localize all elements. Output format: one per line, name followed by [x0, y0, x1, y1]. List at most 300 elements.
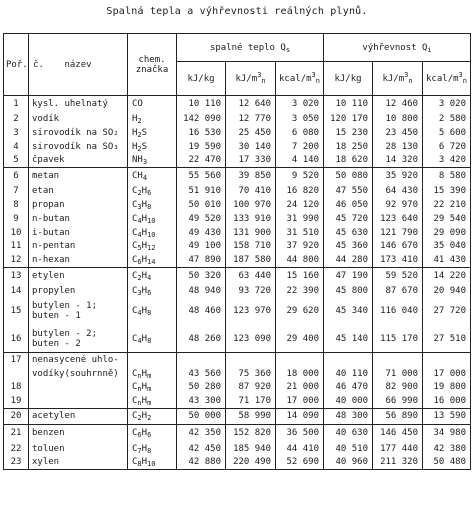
row-value: 39 850	[226, 167, 276, 184]
table-row	[4, 442, 471, 456]
table-row	[4, 167, 471, 184]
row-name	[29, 239, 128, 253]
unit-sup: 3	[311, 70, 316, 79]
formula-part: S	[141, 141, 148, 152]
row-index	[4, 455, 29, 469]
row-index-text: 5	[13, 155, 19, 166]
row-value: 47 550	[324, 184, 373, 198]
formula-part: H	[132, 141, 138, 152]
row-index-text: 7	[13, 186, 19, 197]
row-value: 44 280	[324, 253, 373, 267]
row-index-text: 22	[10, 443, 22, 454]
row-value	[226, 353, 276, 367]
row-value	[423, 353, 471, 367]
row-index-text: 15	[10, 306, 22, 317]
formula-subscript: 8	[147, 336, 152, 345]
unit-sub: n	[462, 76, 467, 85]
row-value: 152 820	[226, 425, 276, 442]
row-value: 48 260	[177, 325, 226, 353]
formula-subscript: 10	[147, 230, 156, 239]
row-index: 17	[4, 353, 29, 367]
row-value: 42 880	[177, 455, 226, 469]
formula-part: C	[132, 443, 138, 454]
table-row	[4, 184, 471, 198]
formula-part: C	[132, 395, 138, 406]
unit-sub: n	[408, 76, 413, 85]
row-value: 49 100	[177, 239, 226, 253]
row-value	[276, 353, 324, 367]
formula-part: C	[132, 382, 138, 393]
header-unit	[276, 62, 324, 96]
row-value: 31 990	[276, 212, 324, 226]
row-value: 3 050	[276, 112, 324, 126]
formula-part: C	[132, 186, 138, 197]
formula-part: C	[132, 285, 138, 296]
row-formula	[128, 394, 177, 408]
formula-subscript: 8	[147, 446, 152, 455]
formula-part: H	[141, 213, 148, 224]
row-value: 16 530	[177, 126, 226, 140]
row-value: 50 480	[423, 455, 471, 469]
row-formula	[128, 353, 177, 367]
formula-part: H	[141, 227, 148, 238]
row-index: 19	[4, 394, 29, 408]
header-spalne-sub: s	[285, 45, 291, 54]
row-value: 35 040	[423, 239, 471, 253]
table-row	[4, 267, 471, 284]
header-unit	[423, 62, 471, 96]
table-row	[4, 353, 471, 367]
formula-subscript: 3	[137, 202, 142, 211]
formula-part: H	[141, 395, 148, 406]
row-value: 14 220	[423, 267, 471, 284]
row-value: 47 190	[324, 267, 373, 284]
row-name-text: buten - 2	[32, 338, 81, 349]
row-name-text: n-butan	[32, 213, 70, 224]
row-name-text: toluen	[32, 443, 65, 454]
row-value	[373, 353, 423, 367]
row-value: 50 320	[177, 267, 226, 284]
row-formula	[128, 112, 177, 126]
row-value: 40 960	[324, 455, 373, 469]
formula-part: H	[141, 199, 148, 210]
table-row	[4, 380, 471, 394]
unit-text: kJ/m	[235, 73, 258, 84]
formula-part: CH	[132, 171, 143, 182]
row-value: 21 000	[276, 380, 324, 394]
table-row	[4, 112, 471, 126]
formula-subscript: 2	[137, 144, 142, 153]
formula-subscript: 8	[147, 309, 152, 318]
unit-sup: 3	[257, 70, 262, 79]
row-name-text: propylen	[32, 285, 76, 296]
row-value: 177 440	[373, 442, 423, 456]
formula-part: C	[132, 227, 138, 238]
row-value: 64 430	[373, 184, 423, 198]
row-value: 31 510	[276, 226, 324, 240]
formula-part: C	[132, 368, 138, 379]
row-value: 45 140	[324, 325, 373, 353]
row-value: 35 920	[373, 167, 423, 184]
row-value: 158 710	[226, 239, 276, 253]
table-row	[4, 96, 471, 113]
row-index	[4, 184, 29, 198]
formula-part: C	[132, 306, 138, 317]
row-value: 8 580	[423, 167, 471, 184]
row-index-text: 16	[10, 333, 22, 344]
row-value: 3 020	[423, 96, 471, 113]
row-index-text: 6	[13, 171, 19, 182]
formula-subscript: 4	[137, 216, 142, 225]
row-value: 71 000	[373, 367, 423, 381]
row-formula	[128, 167, 177, 184]
row-name-text: čpavek	[32, 155, 65, 166]
row-index	[4, 367, 29, 381]
row-value: 71 170	[226, 394, 276, 408]
formula-subscript: 3	[137, 288, 142, 297]
row-value: 87 670	[373, 284, 423, 298]
row-value: 10 800	[373, 112, 423, 126]
row-name	[29, 425, 128, 442]
row-value: 2 580	[423, 112, 471, 126]
formula-subscript: m	[147, 398, 152, 407]
row-value: 59 520	[373, 267, 423, 284]
row-value: 42 350	[177, 425, 226, 442]
row-name	[29, 253, 128, 267]
row-value: 173 410	[373, 253, 423, 267]
formula-subscript: 4	[137, 230, 142, 239]
row-value: 146 670	[373, 239, 423, 253]
row-name	[29, 112, 128, 126]
table-row	[4, 226, 471, 240]
row-value: 142 090	[177, 112, 226, 126]
row-name-text: butylen - 2;	[32, 328, 98, 339]
formula-part: H	[141, 270, 148, 281]
table-row	[4, 455, 471, 469]
formula-subscript: 4	[137, 309, 142, 318]
row-formula	[128, 140, 177, 154]
row-index	[4, 226, 29, 240]
row-index-text: 12	[10, 254, 22, 265]
row-index-text: 11	[10, 241, 22, 252]
row-value: 146 450	[373, 425, 423, 442]
table-row	[4, 325, 471, 353]
row-index	[4, 425, 29, 442]
row-value: 50 000	[177, 408, 226, 425]
row-index	[4, 126, 29, 140]
row-index	[4, 154, 29, 168]
row-value: 93 720	[226, 284, 276, 298]
row-value: 6 080	[276, 126, 324, 140]
row-value: 18 000	[276, 367, 324, 381]
row-name-text: etan	[32, 186, 54, 197]
formula-subscript: 4	[142, 174, 148, 183]
row-index-text: 2	[13, 114, 19, 125]
formula-part: H	[132, 127, 138, 138]
formula-part: S	[141, 127, 148, 138]
table-row	[4, 298, 471, 326]
formula-part: H	[141, 457, 148, 468]
formula-part: H	[141, 428, 148, 439]
formula-subscript: 6	[137, 257, 142, 266]
row-value: 185 940	[226, 442, 276, 456]
row-value: 14 320	[373, 154, 423, 168]
gas-heat-table	[3, 33, 471, 470]
row-value: 42 380	[423, 442, 471, 456]
row-value: 10 110	[177, 96, 226, 113]
row-name	[29, 198, 128, 212]
row-name-text: etylen	[32, 270, 65, 281]
header-formula	[128, 34, 177, 96]
formula-part: H	[141, 368, 148, 379]
row-name-text: buten - 1	[32, 311, 81, 322]
formula-subscript: 8	[147, 202, 152, 211]
row-value: 49 520	[177, 212, 226, 226]
table-row	[4, 239, 471, 253]
table-row	[4, 284, 471, 298]
row-value	[324, 353, 373, 367]
row-value: 19 800	[423, 380, 471, 394]
row-value: 22 390	[276, 284, 324, 298]
header-name-label: název	[64, 59, 92, 70]
row-formula	[128, 96, 177, 113]
formula-part: H	[141, 333, 148, 344]
table-title: Spalná tepla a výhřevnosti reálných plynů.	[106, 6, 368, 17]
row-value: 20 940	[423, 284, 471, 298]
table-row	[4, 212, 471, 226]
row-index	[4, 253, 29, 267]
row-value: 5 600	[423, 126, 471, 140]
formula-subscript: 2	[137, 117, 142, 126]
row-value: 50 280	[177, 380, 226, 394]
formula-part: C	[132, 411, 138, 422]
row-name	[29, 455, 128, 469]
row-formula	[128, 425, 177, 442]
row-name	[29, 298, 128, 326]
row-index	[4, 112, 29, 126]
row-name	[29, 126, 128, 140]
unit-sub: n	[261, 76, 266, 85]
row-index-text: 23	[10, 457, 22, 468]
row-name	[29, 140, 128, 154]
row-value: 48 300	[324, 408, 373, 425]
row-value: 49 430	[177, 226, 226, 240]
row-formula	[128, 284, 177, 298]
row-index	[4, 442, 29, 456]
formula-subscript: 8	[137, 460, 142, 469]
row-value: 46 470	[324, 380, 373, 394]
row-index-text: 10	[10, 227, 22, 238]
row-name	[29, 380, 128, 394]
row-value: 70 410	[226, 184, 276, 198]
row-value: 40 000	[324, 394, 373, 408]
row-name-text: xylen	[32, 457, 60, 468]
row-value: 75 360	[226, 367, 276, 381]
header-spalne-label: spalné teplo Q	[209, 42, 286, 53]
unit-sub: n	[315, 76, 320, 85]
row-formula	[128, 198, 177, 212]
row-index-text: 9	[13, 213, 19, 224]
row-value: 17 000	[276, 394, 324, 408]
row-index	[4, 140, 29, 154]
row-formula	[128, 367, 177, 381]
formula-part: C	[132, 333, 138, 344]
header-spalne	[177, 34, 324, 62]
row-value: 211 320	[373, 455, 423, 469]
header-index	[4, 34, 44, 96]
row-formula	[128, 298, 177, 326]
unit-text: kJ/kg	[187, 73, 215, 84]
row-value: 44 800	[276, 253, 324, 267]
row-name	[29, 212, 128, 226]
formula-subscript: 10	[147, 460, 156, 469]
row-value: 25 450	[226, 126, 276, 140]
row-value: 45 800	[324, 284, 373, 298]
row-name-text: propan	[32, 199, 65, 210]
row-value: 27 720	[423, 298, 471, 326]
row-value: 12 640	[226, 96, 276, 113]
table-row	[4, 394, 471, 408]
row-name-text: benzen	[32, 428, 65, 439]
row-name-text: n-pentan	[32, 241, 76, 252]
row-name-text: n-hexan	[32, 254, 70, 265]
formula-subscript: 7	[137, 446, 142, 455]
row-value: 10 110	[324, 96, 373, 113]
formula-part: C	[132, 457, 138, 468]
row-value: 3 020	[276, 96, 324, 113]
row-name	[29, 284, 128, 298]
row-value: 51 910	[177, 184, 226, 198]
formula-part: H	[141, 285, 148, 296]
row-value: 40 110	[324, 367, 373, 381]
row-formula	[128, 455, 177, 469]
unit-text: kcal/m	[279, 73, 312, 84]
row-value: 87 920	[226, 380, 276, 394]
row-value: 44 410	[276, 442, 324, 456]
row-value: 187 580	[226, 253, 276, 267]
row-value: 18 250	[324, 140, 373, 154]
row-formula	[128, 226, 177, 240]
row-formula	[128, 212, 177, 226]
formula-subscript: 2	[137, 189, 142, 198]
row-value: 27 510	[423, 325, 471, 353]
header-vyhrevnost	[324, 34, 471, 62]
row-index	[4, 239, 29, 253]
formula-subscript: 4	[137, 336, 142, 345]
header-unit	[324, 62, 373, 96]
row-value: 40 510	[324, 442, 373, 456]
table-row	[4, 154, 471, 168]
formula-part: H	[141, 241, 148, 252]
row-value: 9 520	[276, 167, 324, 184]
formula-subscript: 10	[147, 216, 156, 225]
row-index	[4, 96, 29, 113]
header-unit	[177, 62, 226, 96]
row-value: 45 360	[324, 239, 373, 253]
row-value: 22 210	[423, 198, 471, 212]
table-row	[4, 367, 471, 381]
formula-subscript: 12	[147, 244, 156, 253]
row-name	[29, 408, 128, 425]
row-index: 18	[4, 380, 29, 394]
unit-text: kJ/m	[382, 73, 405, 84]
row-value: 34 980	[423, 425, 471, 442]
row-value: 131 900	[226, 226, 276, 240]
formula-part: H	[132, 114, 138, 125]
row-index-text: 4	[13, 141, 19, 152]
table-row	[4, 408, 471, 425]
table-row	[4, 425, 471, 442]
row-value: 66 990	[373, 394, 423, 408]
header-vyhrevnost-label: výhřevnost Q	[362, 42, 428, 53]
row-value: 42 450	[177, 442, 226, 456]
formula-part: H	[141, 306, 148, 317]
row-value: 133 910	[226, 212, 276, 226]
row-formula	[128, 253, 177, 267]
row-value: 29 620	[276, 298, 324, 326]
row-name-text: i-butan	[32, 227, 70, 238]
unit-sup: 3	[404, 70, 409, 79]
row-formula	[128, 239, 177, 253]
row-value: 55 560	[177, 167, 226, 184]
row-index-text: 14	[10, 285, 22, 296]
row-value: 41 430	[423, 253, 471, 267]
row-value: 45 720	[324, 212, 373, 226]
row-value: 46 050	[324, 198, 373, 212]
row-value: 16 000	[423, 394, 471, 408]
unit-text: kJ/kg	[334, 73, 362, 84]
header-index-label: Poř. č.	[6, 59, 44, 70]
row-name-text: acetylen	[32, 411, 76, 422]
row-value: 12 770	[226, 112, 276, 126]
row-value: 36 500	[276, 425, 324, 442]
row-formula	[128, 380, 177, 394]
row-formula	[128, 442, 177, 456]
row-formula	[128, 325, 177, 353]
row-value: 123 090	[226, 325, 276, 353]
formula-part: NH	[132, 155, 143, 166]
formula-subscript: 6	[147, 189, 152, 198]
row-name: nenasycené uhlo-	[29, 353, 128, 367]
row-value: 50 010	[177, 198, 226, 212]
row-name	[29, 267, 128, 284]
formula-subscript: 6	[147, 288, 152, 297]
formula-subscript: 2	[137, 414, 142, 423]
formula-part: C	[132, 241, 138, 252]
row-index-text: 21	[10, 428, 22, 439]
row-value: 43 300	[177, 394, 226, 408]
row-value: 45 630	[324, 226, 373, 240]
row-value: 92 970	[373, 198, 423, 212]
formula-part: H	[141, 186, 148, 197]
table-row	[4, 126, 471, 140]
row-name-text: metan	[32, 171, 60, 182]
row-value: 50 080	[324, 167, 373, 184]
row-value: 19 590	[177, 140, 226, 154]
formula-subscript: 6	[147, 431, 152, 440]
row-value: 7 200	[276, 140, 324, 154]
row-name	[29, 442, 128, 456]
row-value: 48 460	[177, 298, 226, 326]
row-value: 47 890	[177, 253, 226, 267]
row-index	[4, 167, 29, 184]
row-name	[29, 184, 128, 198]
table-row	[4, 253, 471, 267]
row-value: 15 390	[423, 184, 471, 198]
row-value: 12 460	[373, 96, 423, 113]
row-value: 4 140	[276, 154, 324, 168]
row-name	[29, 394, 128, 408]
